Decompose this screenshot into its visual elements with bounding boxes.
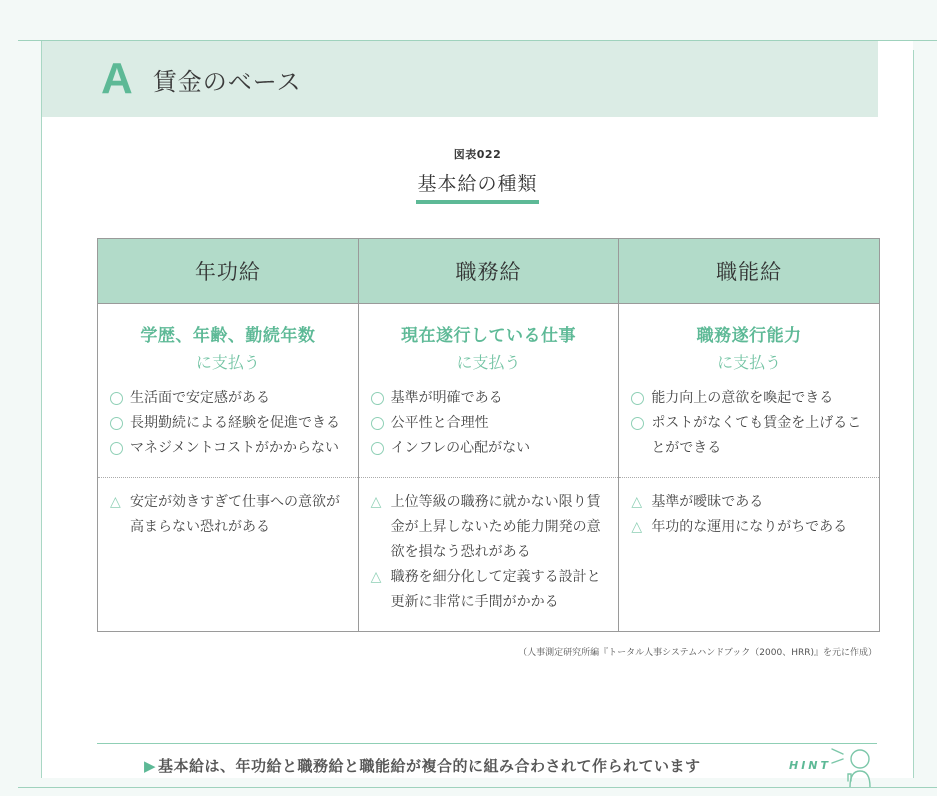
person-idea-icon bbox=[828, 741, 878, 787]
column-header: 職能給 bbox=[619, 239, 880, 304]
section-title: 賃金のベース bbox=[152, 67, 302, 96]
pay-target-suffix: に支払う bbox=[195, 353, 260, 372]
pro-item: インフレの心配がない bbox=[371, 436, 607, 461]
triangle-icon: △ bbox=[631, 494, 643, 510]
cons-cell bbox=[358, 478, 619, 632]
hint-divider bbox=[97, 743, 877, 744]
pros-cell bbox=[358, 304, 619, 478]
circle-icon bbox=[371, 442, 384, 455]
pay-target: 現在遂行している仕事 bbox=[400, 326, 576, 346]
pro-item: ポストがなくても賃金を上げることができる bbox=[631, 411, 867, 461]
figure-label: 図表022 bbox=[453, 148, 502, 161]
circle-icon bbox=[631, 417, 644, 430]
con-item: △ 安定が効きすぎて仕事への意欲が高まらない恐れがある bbox=[110, 490, 346, 540]
pros-cell bbox=[98, 304, 359, 478]
con-item: △ 基準が曖昧である bbox=[631, 490, 867, 515]
page bbox=[41, 41, 913, 778]
figure-title-text: 基本給の種類 bbox=[416, 169, 538, 204]
column-header: 職務給 bbox=[358, 239, 619, 304]
pro-item: 能力向上の意欲を喚起できる bbox=[631, 386, 867, 411]
pro-item: 生活面で安定感がある bbox=[110, 386, 346, 411]
pro-item: マネジメントコストがかからない bbox=[110, 436, 346, 461]
con-item: △ 年功的な運用になりがちである bbox=[631, 515, 867, 540]
circle-icon bbox=[371, 392, 384, 405]
circle-icon bbox=[110, 442, 123, 455]
circle-icon bbox=[110, 392, 123, 405]
con-item: △ 上位等級の職務に就かない限り賃金が上昇しないため能力開発の意欲を損なう恐れがある bbox=[371, 490, 607, 565]
section-letter: A bbox=[101, 54, 133, 103]
triangle-icon: △ bbox=[631, 519, 643, 535]
hint-label: HINT bbox=[789, 759, 832, 772]
con-item: △ 職務を細分化して定義する設計と更新に非常に手間がかかる bbox=[371, 565, 607, 615]
pay-target: 職務遂行能力 bbox=[696, 326, 802, 346]
circle-icon bbox=[631, 392, 644, 405]
hint-text bbox=[144, 755, 701, 776]
pro-item: 長期勤続による経験を促進できる bbox=[110, 411, 346, 436]
bottom-rule bbox=[18, 787, 937, 788]
section-header bbox=[42, 41, 878, 117]
play-arrow-icon: ▶ bbox=[144, 757, 157, 775]
figure-title bbox=[42, 169, 913, 204]
right-rule bbox=[913, 50, 914, 778]
triangle-icon: △ bbox=[110, 494, 121, 510]
table-header-row bbox=[98, 239, 880, 304]
wage-types-table bbox=[97, 238, 880, 632]
cons-cell bbox=[98, 478, 359, 632]
circle-icon bbox=[110, 417, 123, 430]
cons-cell bbox=[619, 478, 880, 632]
pros-cell bbox=[619, 304, 880, 478]
pay-target-suffix: に支払う bbox=[456, 353, 521, 372]
pay-target-suffix: に支払う bbox=[717, 353, 782, 372]
pro-item: 公平性と合理性 bbox=[371, 411, 607, 436]
column-header: 年功給 bbox=[98, 239, 359, 304]
pros-row bbox=[98, 304, 880, 478]
cons-row bbox=[98, 478, 880, 632]
pro-item: 基準が明確である bbox=[371, 386, 607, 411]
hint-message: 基本給は、年功給と職務給と職能給が複合的に組み合わされて作られています bbox=[158, 757, 701, 775]
source-note: （人事測定研究所編『トータル人事システムハンドブック（2000、HRR)』を元に作成） bbox=[518, 648, 877, 658]
triangle-icon: △ bbox=[370, 569, 382, 585]
circle-icon bbox=[371, 417, 384, 430]
pay-target: 学歴、年齢、勤続年数 bbox=[140, 326, 316, 346]
triangle-icon: △ bbox=[370, 494, 382, 510]
